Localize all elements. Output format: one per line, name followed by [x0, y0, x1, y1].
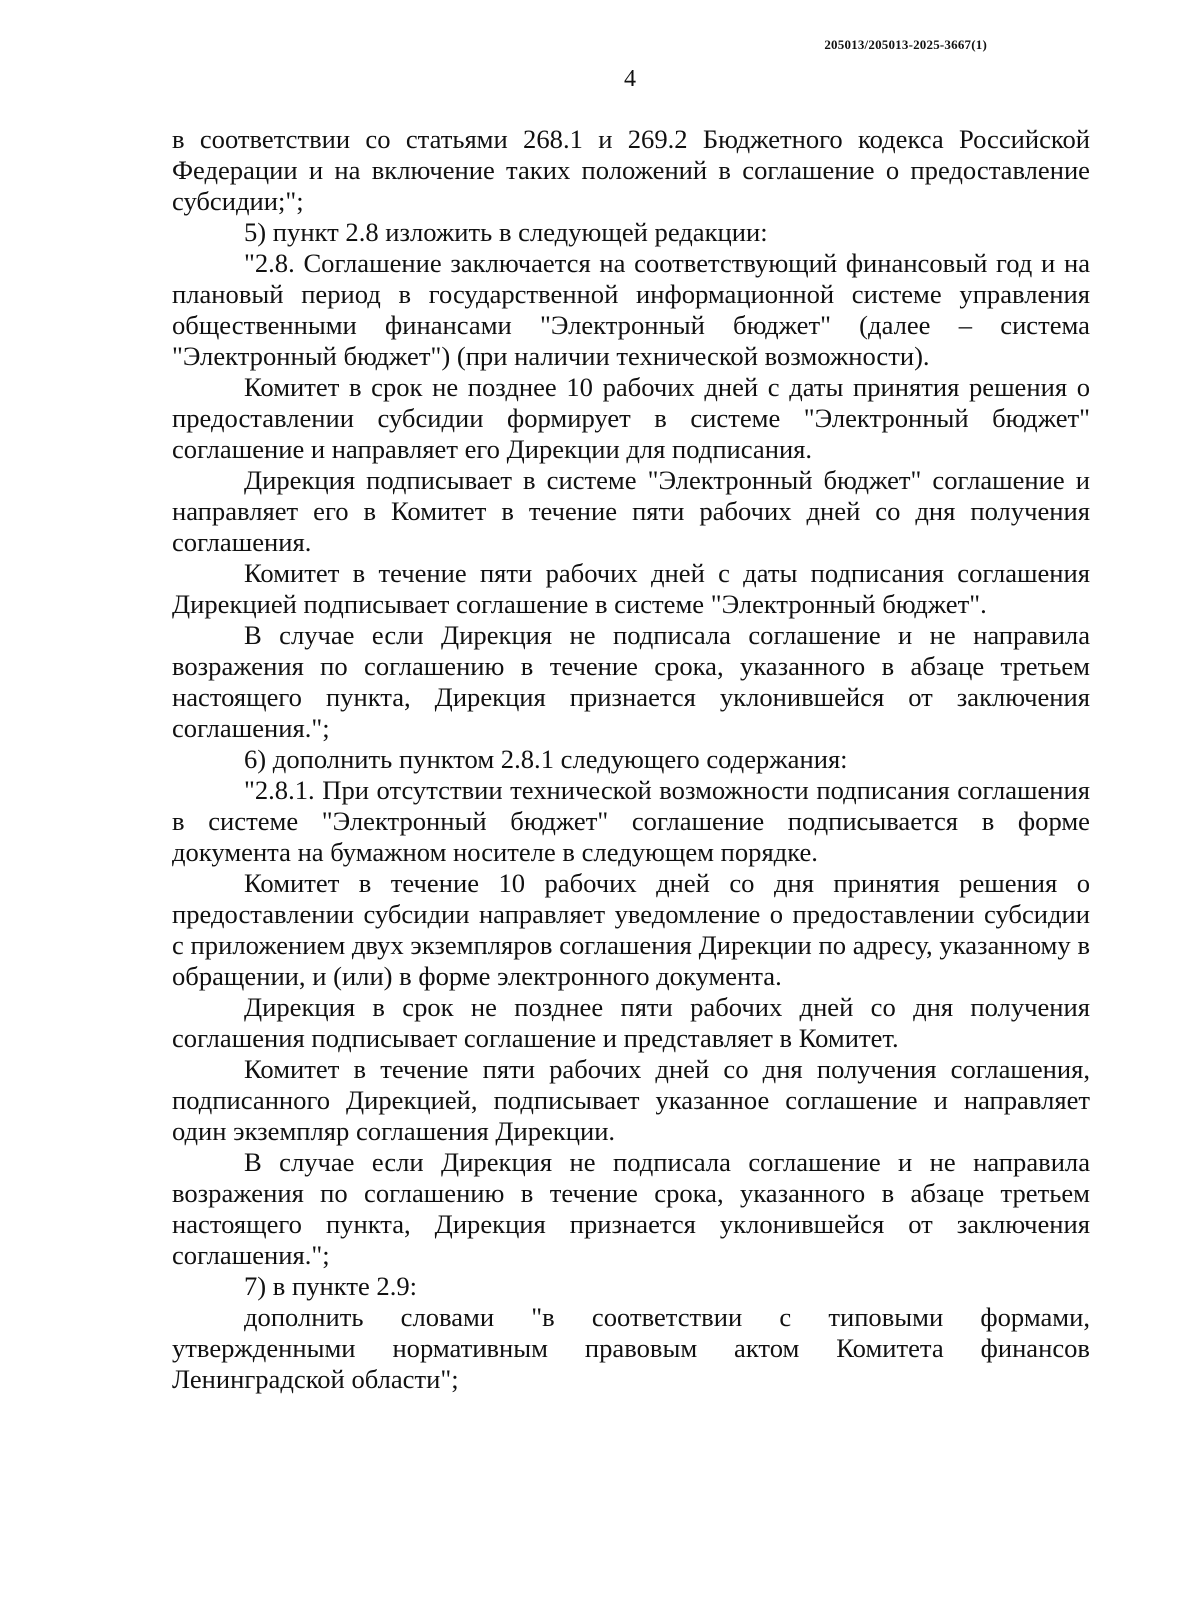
paragraph: Дирекция в срок не позднее пяти рабочих дней со дня получения соглашения подписывает соглашение и представляет в Комитет.	[172, 992, 1090, 1053]
document-id: 205013/205013-2025-3667(1)	[824, 37, 987, 52]
paragraph: Комитет в течение пяти рабочих дней с даты подписания соглашения Дирекцией подписывает соглашение в системе "Электронный бюджет".	[172, 558, 1090, 619]
paragraph: 6) дополнить пунктом 2.8.1 следующего содержания:	[244, 744, 848, 774]
paragraph: "2.8. Соглашение заключается на соответствующий финансовый год и на плановый период в государственной информационной системе управления общественными финансами "Электронный бюджет" (далее – система "Электронный бюджет") (при наличии технической возможности).	[172, 248, 1090, 371]
paragraph: "2.8.1. При отсутствии технической возможности подписания соглашения в системе "Электронный бюджет" соглашение подписывается в форме документа на бумажном носителе в следующем порядке.	[172, 775, 1090, 867]
paragraph: в соответствии со статьями 268.1 и 269.2 Бюджетного кодекса Российской Федерации и на включение таких положений в соглашение о предоставление субсидии;";	[172, 124, 1090, 216]
paragraph: Комитет в срок не позднее 10 рабочих дней с даты принятия решения о предоставлении субсидии формирует в системе "Электронный бюджет" соглашение и направляет его Дирекции для подписания.	[172, 372, 1090, 464]
paragraph: 7) в пункте 2.9:	[244, 1271, 418, 1301]
paragraph: В случае если Дирекция не подписала соглашение и не направила возражения по соглашению в течение срока, указанного в абзаце третьем настоящего пункта, Дирекция признается уклонившейся от заключения соглашения.";	[172, 1147, 1090, 1270]
document-body	[172, 124, 1090, 1395]
paragraph: дополнить словами "в соответствии с типовыми формами, утвержденными нормативным правовым актом Комитета финансов Ленинградской области";	[172, 1302, 1090, 1394]
paragraph: В случае если Дирекция не подписала соглашение и не направила возражения по соглашению в течение срока, указанного в абзаце третьем настоящего пункта, Дирекция признается уклонившейся от заключения соглашения.";	[172, 620, 1090, 743]
page-number: 4	[624, 66, 636, 92]
paragraph: Комитет в течение пяти рабочих дней со дня получения соглашения, подписанного Дирекцией, подписывает указанное соглашение и направляет один экземпляр соглашения Дирекции.	[172, 1054, 1090, 1146]
paragraph: Дирекция подписывает в системе "Электронный бюджет" соглашение и направляет его в Комитет в течение пяти рабочих дней со дня получения соглашения.	[172, 465, 1090, 557]
paragraph: Комитет в течение 10 рабочих дней со дня принятия решения о предоставлении субсидии направляет уведомление о предоставлении субсидии с приложением двух экземпляров соглашения Дирекции по адресу, указанному в обращении, и (или) в форме электронного документа.	[172, 868, 1090, 991]
paragraph: 5) пункт 2.8 изложить в следующей редакции:	[244, 217, 768, 247]
